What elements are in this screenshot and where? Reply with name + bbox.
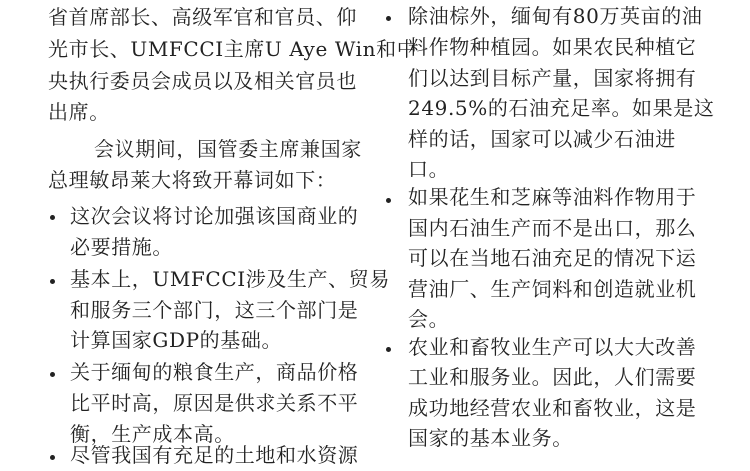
text-line: 这次会议将讨论加强该国商业的 [70, 204, 359, 228]
text-line: 国内石油生产而不是出口，那么 [408, 216, 697, 240]
text-line: 们以达到目标产量，国家将拥有 [408, 66, 697, 90]
text-line: 如果花生和芝麻等油料作物用于 [408, 185, 697, 209]
text-line: 总理敏昂莱大将致开幕词如下： [48, 168, 337, 192]
text-line: 会。 [408, 307, 450, 331]
text-line: 关于缅甸的粮食生产，商品价格 [70, 360, 359, 384]
text-line: 必要措施。 [70, 235, 173, 259]
text-line: 除油棕外，缅甸有80万英亩的油 [408, 4, 703, 28]
text-line: 出席。 [48, 100, 110, 124]
bullet-dot [386, 198, 391, 203]
text-line: 可以在当地石油充足的情况下运 [408, 246, 697, 270]
bullet-dot [386, 347, 391, 352]
text-line: 尽管我国有充足的土地和水资源 [70, 443, 359, 467]
bullet-dot [50, 215, 55, 220]
bullet-dot [386, 16, 391, 21]
text-line: 计算国家GDP的基础。 [70, 328, 283, 352]
text-line: 工业和服务业。因此，人们需要 [408, 365, 697, 389]
text-line: 口。 [408, 157, 450, 181]
text-line: 成功地经营农业和畜牧业，这是 [408, 396, 697, 420]
text-line: 光市长、UMFCCI主席U Aye Win和中 [48, 37, 418, 61]
text-line: 基本上，UMFCCI涉及生产、贸易 [70, 267, 390, 291]
text-line: 会议期间，国管委主席兼国家 [94, 137, 362, 161]
text-line: 农业和畜牧业生产可以大大改善 [408, 335, 697, 359]
bullet-dot [50, 455, 55, 460]
text-line: 249.5%的石油充足率。如果是这 [408, 96, 715, 120]
text-line: 和服务三个部门，这三个部门是 [70, 298, 359, 322]
text-line: 营油厂、生产饲料和创造就业机 [408, 277, 697, 301]
text-line: 比平时高，原因是供求关系不平 [70, 391, 359, 415]
text-line: 样的话，国家可以减少石油进 [408, 127, 676, 151]
text-line: 料作物种植园。如果农民种植它 [408, 35, 697, 59]
text-line: 央执行委员会成员以及相关官员也 [48, 69, 357, 93]
bullet-dot [50, 279, 55, 284]
bullet-dot [50, 372, 55, 377]
text-line: 衡，生产成本高。 [70, 422, 235, 446]
text-line: 省首席部长、高级军官和官员、仰 [48, 5, 357, 29]
text-line: 国家的基本业务。 [408, 426, 573, 450]
